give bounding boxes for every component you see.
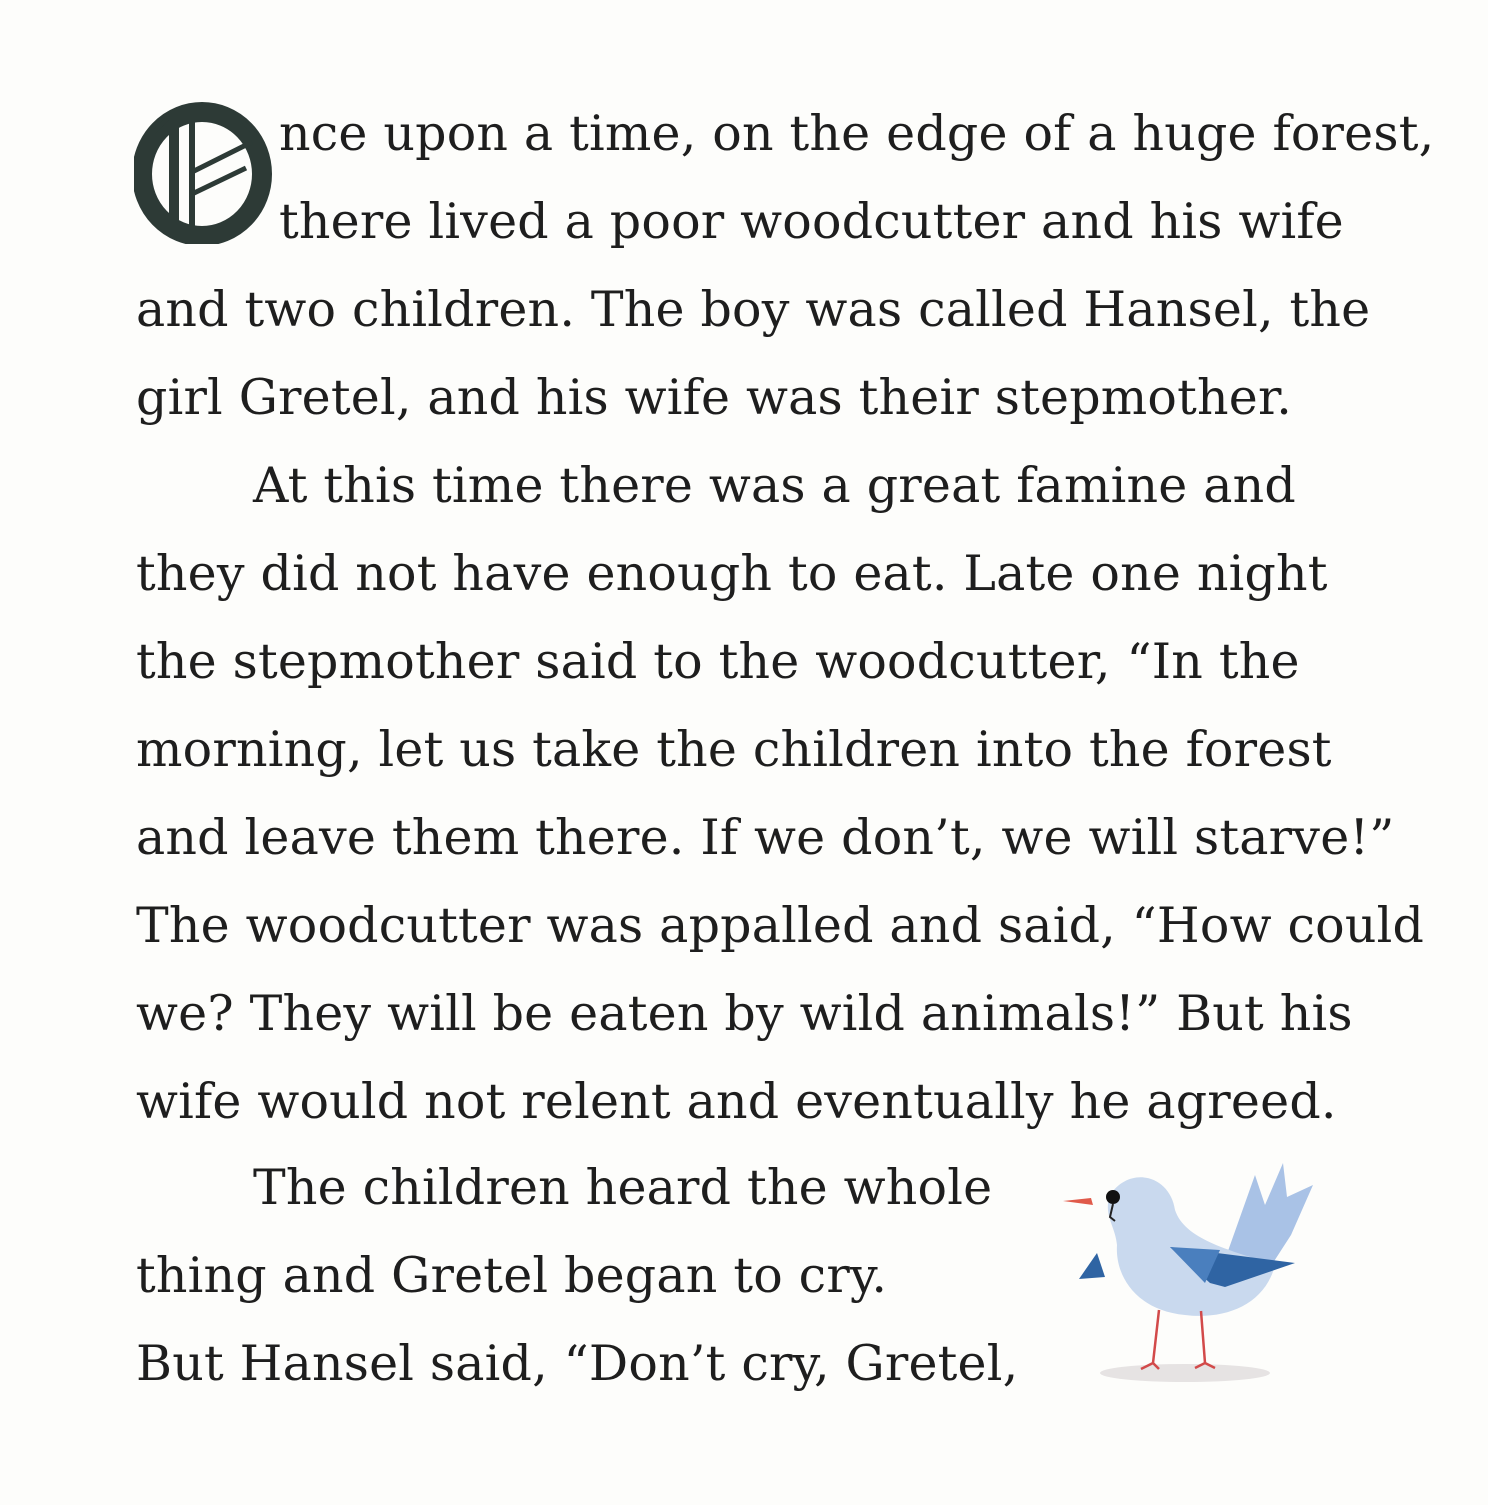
story-line: they did not have enough to eat. Late one night xyxy=(136,545,1328,602)
drop-cap-o-icon xyxy=(134,102,274,244)
story-line: morning, let us take the children into the forest xyxy=(136,721,1332,778)
story-line: At this time there was a great famine and xyxy=(253,457,1296,514)
story-line: The children heard the whole xyxy=(253,1159,993,1216)
story-line: The woodcutter was appalled and said, “How could xyxy=(136,897,1425,954)
story-line: we? They will be eaten by wild animals!” But his xyxy=(136,985,1353,1042)
story-line: nce upon a time, on the edge of a huge forest, xyxy=(279,105,1435,162)
story-line: But Hansel said, “Don’t cry, Gretel, xyxy=(136,1335,1019,1392)
bird-icon xyxy=(1055,1155,1325,1400)
story-line: and leave them there. If we don’t, we will starve!” xyxy=(136,809,1395,866)
story-line: girl Gretel, and his wife was their stepmother. xyxy=(136,369,1292,426)
story-line: the stepmother said to the woodcutter, “In the xyxy=(136,633,1300,690)
story-line: wife would not relent and eventually he agreed. xyxy=(136,1073,1337,1130)
story-line: there lived a poor woodcutter and his wife xyxy=(279,193,1344,250)
story-line: and two children. The boy was called Hansel, the xyxy=(136,281,1371,338)
story-line: thing and Gretel began to cry. xyxy=(136,1247,888,1304)
